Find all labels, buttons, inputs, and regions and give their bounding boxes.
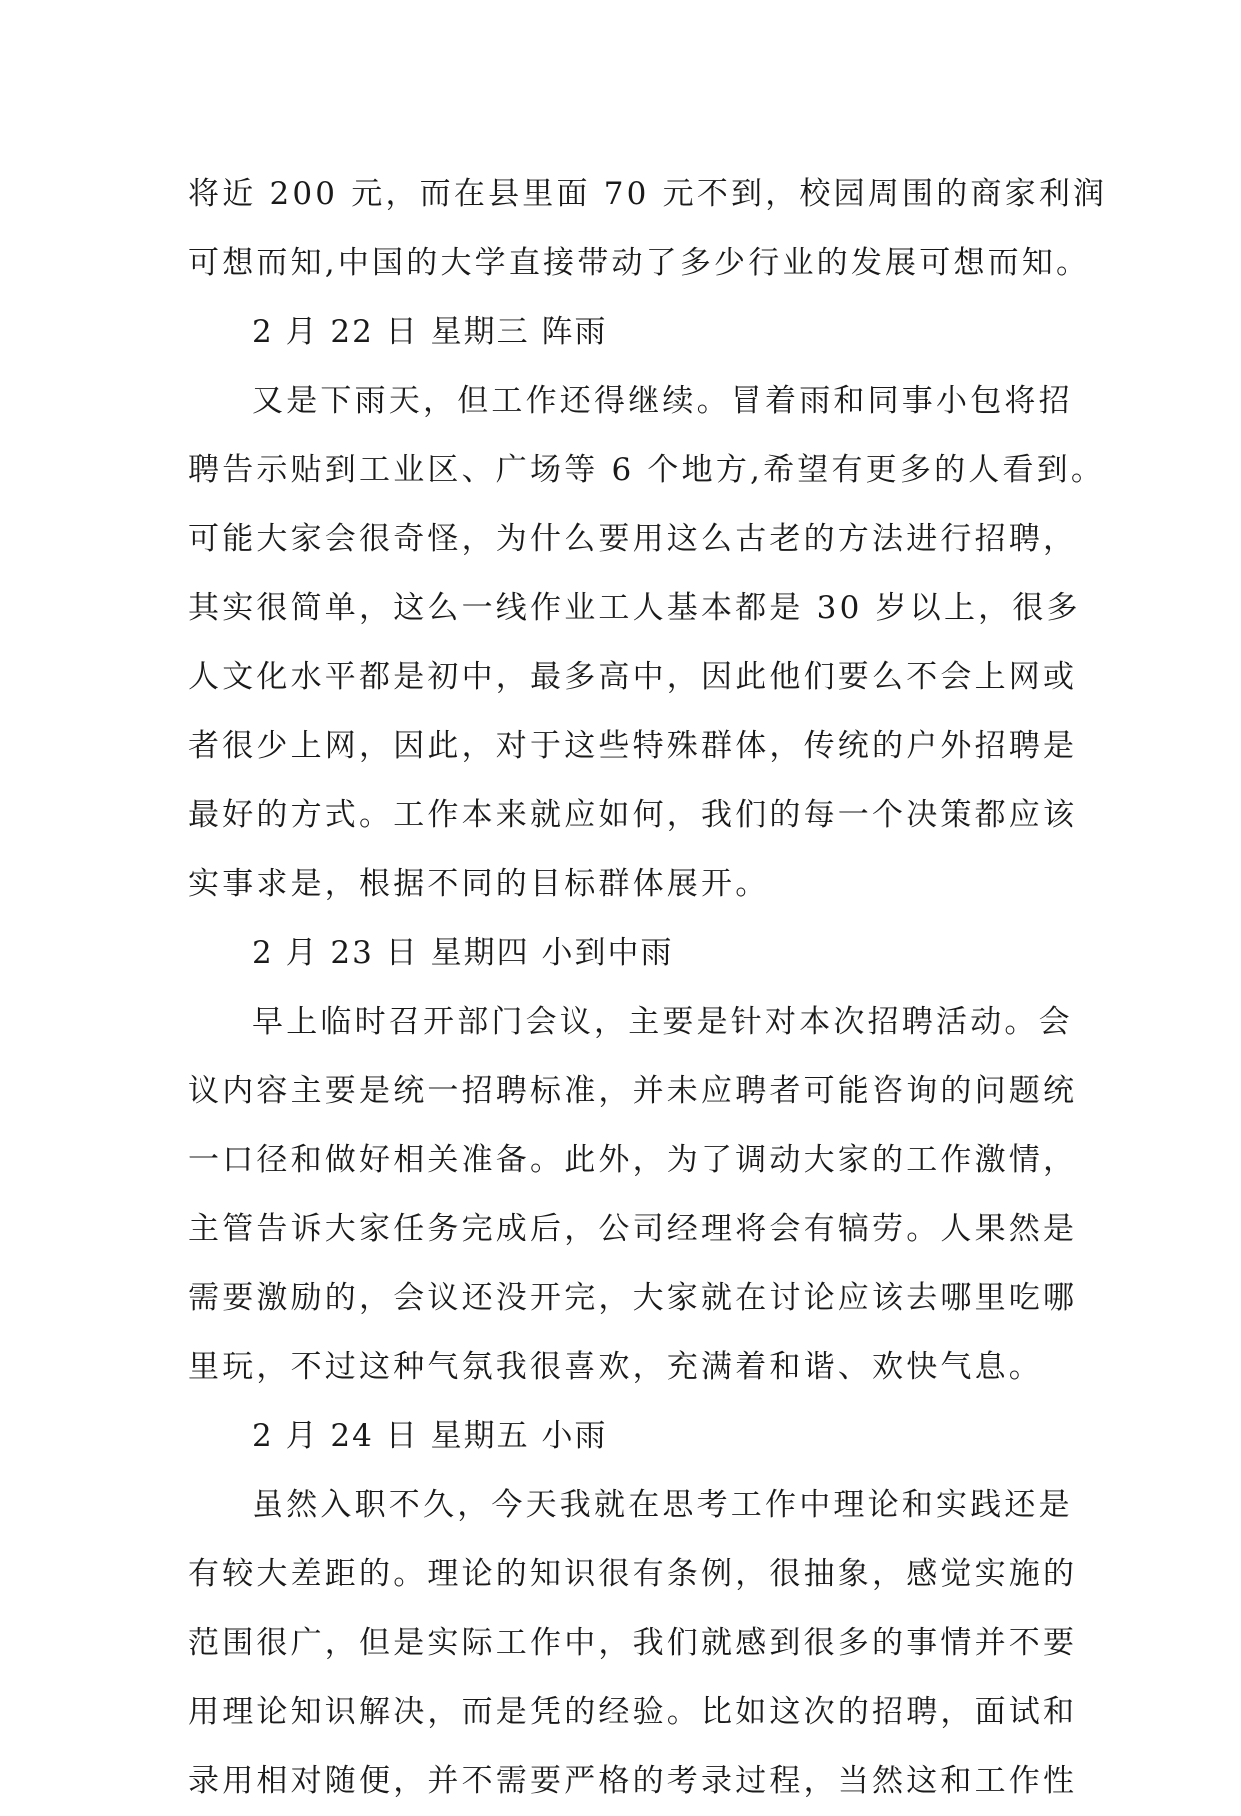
- text-line: 有较大差距的。理论的知识很有条例，很抽象，感觉实施的: [188, 1556, 1078, 1592]
- text-line: 录用相对随便，并不需要严格的考录过程，当然这和工作性: [188, 1763, 1078, 1799]
- text-line: 最好的方式。工作本来就应如何，我们的每一个决策都应该: [188, 797, 1078, 833]
- text-line: 范围很广，但是实际工作中，我们就感到很多的事情并不要: [188, 1625, 1078, 1661]
- diary-date-heading: 2 月 22 日 星期三 阵雨: [252, 314, 608, 350]
- document-body: [188, 160, 1108, 1816]
- diary-date-heading: 2 月 23 日 星期四 小到中雨: [252, 935, 674, 971]
- diary-date-heading: 2 月 24 日 星期五 小雨: [252, 1418, 608, 1454]
- text-line: 聘告示贴到工业区、广场等 6 个地方,希望有更多的人看到。: [188, 452, 1106, 488]
- text-line: 里玩，不过这种气氛我很喜欢，充满着和谐、欢快气息。: [188, 1349, 1043, 1385]
- text-line: 可能大家会很奇怪，为什么要用这么古老的方法进行招聘，: [188, 521, 1078, 557]
- text-line: 又是下雨天，但工作还得继续。冒着雨和同事小包将招: [252, 383, 1073, 419]
- text-line: 其实很简单，这么一线作业工人基本都是 30 岁以上，很多: [188, 590, 1081, 626]
- text-line: 实事求是，根据不同的目标群体展开。: [188, 866, 770, 902]
- text-line: 者很少上网，因此，对于这些特殊群体，传统的户外招聘是: [188, 728, 1078, 764]
- text-line: 将近 200 元，而在县里面 70 元不到，校园周围的商家利润: [188, 176, 1108, 212]
- text-line: 人文化水平都是初中，最多高中，因此他们要么不会上网或: [188, 659, 1078, 695]
- text-line: 一口径和做好相关准备。此外，为了调动大家的工作激情，: [188, 1142, 1078, 1178]
- text-line: 议内容主要是统一招聘标准，并未应聘者可能咨询的问题统: [188, 1073, 1078, 1109]
- text-line: 主管告诉大家任务完成后，公司经理将会有犒劳。人果然是: [188, 1211, 1078, 1247]
- text-line: 早上临时召开部门会议，主要是针对本次招聘活动。会: [252, 1004, 1073, 1040]
- text-line: 可想而知,中国的大学直接带动了多少行业的发展可想而知。: [188, 245, 1091, 281]
- text-line: 需要激励的，会议还没开完，大家就在讨论应该去哪里吃哪: [188, 1280, 1078, 1316]
- text-line: 用理论知识解决，而是凭的经验。比如这次的招聘，面试和: [188, 1694, 1078, 1730]
- text-line: 虽然入职不久，今天我就在思考工作中理论和实践还是: [252, 1487, 1073, 1523]
